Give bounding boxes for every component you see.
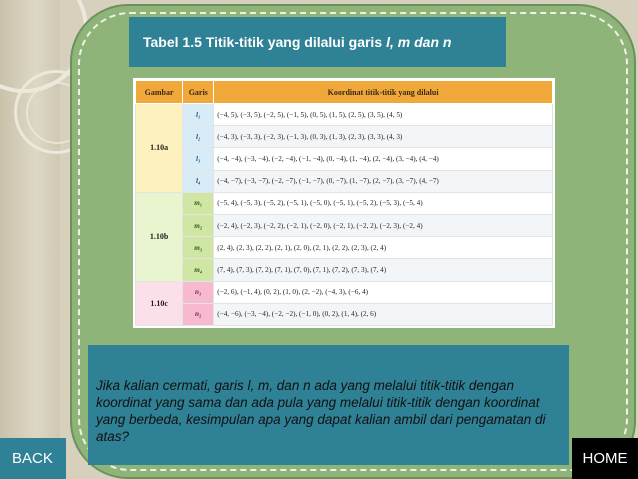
coordinates-table-card: [133, 78, 555, 328]
garis-cell: l₄: [183, 170, 214, 192]
slide-title-text: Tabel 1.5 Titik-titik yang dilalui garis: [143, 34, 383, 50]
table-row: [136, 237, 553, 259]
table-row: [136, 104, 553, 126]
coordinates-cell: (7, 4), (7, 3), (7, 2), (7, 1), (7, 0), (7, 1), (7, 2), (7, 3), (7, 4): [214, 259, 553, 281]
header-koordinat: Koordinat titik-titik yang dilalui: [214, 81, 553, 104]
garis-cell: m₄: [183, 259, 214, 281]
coordinates-cell: (−4, −6), (−3, −4), (−2, −2), (−1, 0), (0, 2), (1, 4), (2, 6): [214, 303, 553, 325]
header-garis: Garis: [183, 81, 214, 104]
garis-cell: l₂: [183, 126, 214, 148]
question-text: Jika kalian cermati, garis l, m, dan n ada yang melalui titik-titik dengan koordinat yang sama dan ada pula yang melalui titik-titik dengan koordinat yang berbeda, kesimpulan apa yang dapat kalian ambil dari pengamatan di atas?: [96, 378, 546, 444]
coordinates-cell: (−4, 3), (−3, 3), (−2, 3), (−1, 3), (0, 3), (1, 3), (2, 3), (3, 3), (4, 3): [214, 126, 553, 148]
table-row: [136, 192, 553, 214]
coordinates-cell: (−2, 6), (−1, 4), (0, 2), (1, 0), (2, −2), (−4, 3), (−6, 4): [214, 281, 553, 303]
coordinates-cell: (−4, 5), (−3, 5), (−2, 5), (−1, 5), (0, 5), (1, 5), (2, 5), (3, 5), (4, 5): [214, 104, 553, 126]
garis-cell: l₁: [183, 104, 214, 126]
garis-cell: m₂: [183, 214, 214, 236]
coordinates-cell: (−4, −4), (−3, −4), (−2, −4), (−1, −4), (0, −4), (1, −4), (2, −4), (3, −4), (4, −4): [214, 148, 553, 170]
garis-cell: m₃: [183, 237, 214, 259]
slide-title: [129, 17, 506, 67]
gambar-cell: 1.10a: [136, 104, 183, 193]
coordinates-cell: (−5, 4), (−5, 3), (−5, 2), (−5, 1), (−5, 0), (−5, 1), (−5, 2), (−5, 3), (−5, 4): [214, 192, 553, 214]
garis-cell: m₁: [183, 192, 214, 214]
table-row: [136, 281, 553, 303]
garis-cell: n₂: [183, 303, 214, 325]
garis-cell: l₃: [183, 148, 214, 170]
coordinates-cell: (−4, −7), (−3, −7), (−2, −7), (−1, −7), (0, −7), (1, −7), (2, −7), (3, −7), (4, −7): [214, 170, 553, 192]
table-header-row: [136, 81, 553, 104]
table-row: [136, 303, 553, 325]
decorative-side-strip: [0, 0, 60, 479]
coordinates-cell: (−2, 4), (−2, 3), (−2, 2), (−2, 1), (−2, 0), (−2, 1), (−2, 2), (−2, 3), (−2, 4): [214, 214, 553, 236]
gambar-cell: 1.10c: [136, 281, 183, 326]
back-button[interactable]: BACK: [0, 438, 66, 479]
table-row: [136, 214, 553, 236]
table-row: [136, 259, 553, 281]
question-box: [88, 345, 569, 465]
garis-cell: n₁: [183, 281, 214, 303]
slide-title-italic: l, m dan n: [386, 34, 452, 50]
coordinates-cell: (2, 4), (2, 3), (2, 2), (2, 1), (2, 0), (2, 1), (2, 2), (2, 3), (2, 4): [214, 237, 553, 259]
table-row: [136, 148, 553, 170]
gambar-cell: 1.10b: [136, 192, 183, 281]
header-gambar: Gambar: [136, 81, 183, 104]
home-button[interactable]: HOME: [572, 438, 638, 479]
coordinates-table: [135, 80, 553, 326]
table-row: [136, 126, 553, 148]
table-row: [136, 170, 553, 192]
